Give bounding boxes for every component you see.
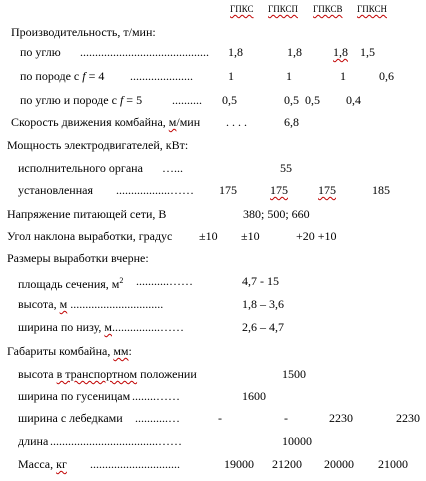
productivity-coal-rock-gpksp: 0,5 <box>284 93 299 107</box>
power-executive-dots: …... <box>162 161 183 175</box>
dimensions-area-label: площадь сечения, $м^2$ <box>18 276 124 291</box>
productivity-rock-gpks: 1 <box>228 69 234 83</box>
power-installed-gpks: 175 <box>219 183 237 197</box>
speed-dots: . . . . <box>226 115 247 129</box>
power-installed-dots: ..................…… <box>116 183 194 197</box>
productivity-coal-dots: ........................................... <box>80 45 209 59</box>
power-title: Мощность электродвигателей, кВт: <box>7 138 189 152</box>
overall-mass-gpksn: 21000 <box>378 457 408 471</box>
dimensions-width-value: 2,6 – 4,7 <box>242 320 284 334</box>
productivity-coal-rock-gpksn: 0,4 <box>346 93 361 107</box>
overall-track-width-label: ширина по гусеницам <box>18 389 131 403</box>
overall-mass-label: Масса, кг <box>18 457 67 471</box>
dimensions-title: Размеры выработки вчерне: <box>7 251 149 265</box>
overall-winch-width-dots: ...........… <box>135 411 180 425</box>
speed-value: 6,8 <box>284 115 299 129</box>
overall-mass-gpksv: 20000 <box>324 457 354 471</box>
overall-mass-dots: .............................. <box>90 457 180 471</box>
productivity-coal-label: по углю <box>20 45 61 59</box>
overall-track-width-dots: ........…… <box>132 389 180 403</box>
overall-winch-width-gpksn: 2230 <box>396 411 420 425</box>
column-header-gpksp: ГПКСП <box>268 4 298 14</box>
productivity-coal-rock-dots: .......... <box>172 93 202 107</box>
productivity-rock-gpksn: 0,6 <box>379 69 394 83</box>
overall-length-value: 10000 <box>282 434 312 448</box>
productivity-coal-rock-gpks: 0,5 <box>222 93 237 107</box>
overall-winch-width-label: ширина с лебедками <box>18 411 123 425</box>
overall-transport-height-label: высота в транспортном положении <box>18 367 197 381</box>
power-executive-label: исполнительного органа <box>18 161 143 175</box>
column-header-gpksv: ГПКСВ <box>313 4 343 14</box>
overall-transport-height-value: 1500 <box>282 367 306 381</box>
power-installed-gpksp: 175 <box>270 183 288 197</box>
dimensions-width-label: ширина по низу, м................…… <box>18 320 184 334</box>
power-installed-label: установленная <box>18 183 93 197</box>
overall-title: Габариты комбайна, мм: <box>7 344 132 358</box>
productivity-coal-gpksp: 1,8 <box>287 45 302 59</box>
overall-mass-gpksp: 21200 <box>272 457 302 471</box>
dimensions-area-value: 4,7 - 15 <box>242 274 279 288</box>
overall-winch-width-gpks: - <box>218 411 222 425</box>
power-executive-value: 55 <box>280 161 292 175</box>
productivity-coal-gpksv: 1,8 <box>333 45 348 59</box>
productivity-coal-rock-gpksv: 0,5 <box>305 93 320 107</box>
overall-length-label: длина <box>18 434 49 448</box>
dimensions-area-dots: ...........…… <box>136 274 193 288</box>
dimensions-height-label: высота, м ............................... <box>18 297 164 311</box>
angle-gpks: ±10 <box>199 229 218 243</box>
column-header-gpks: ГПКС <box>230 4 254 14</box>
productivity-rock-label: по породе с f = 4 <box>20 69 105 83</box>
angle-label: Угол наклона выработки, градус <box>7 229 173 243</box>
overall-track-width-value: 1600 <box>242 389 266 403</box>
overall-winch-width-gpksp: - <box>284 411 288 425</box>
productivity-rock-gpksv: 1 <box>340 69 346 83</box>
productivity-coal-gpks: 1,8 <box>228 45 243 59</box>
angle-gpksv-gpksn: +20 +10 <box>296 229 337 243</box>
overall-length-dots: ....................................…… <box>50 434 182 448</box>
dimensions-height-value: 1,8 – 3,6 <box>242 297 284 311</box>
overall-mass-gpks: 19000 <box>224 457 254 471</box>
overall-winch-width-gpksv: 2230 <box>329 411 353 425</box>
voltage-label: Напряжение питающей сети, В <box>7 207 167 221</box>
productivity-rock-gpksp: 1 <box>286 69 292 83</box>
productivity-coal-rock-label: по углю и породе с f = 5 <box>20 93 143 107</box>
column-header-gpksn: ГПКСН <box>357 4 387 14</box>
power-installed-gpksn: 185 <box>372 183 390 197</box>
productivity-rock-dots: ..................... <box>130 69 193 83</box>
power-installed-gpksv: 175 <box>318 183 336 197</box>
voltage-value: 380; 500; 660 <box>243 207 310 221</box>
speed-label: Скорость движения комбайна, м/мин <box>11 115 201 129</box>
angle-gpksp: ±10 <box>241 229 260 243</box>
productivity-coal-gpksn: 1,5 <box>360 45 375 59</box>
productivity-title: Производительность, т/мин: <box>11 25 156 39</box>
